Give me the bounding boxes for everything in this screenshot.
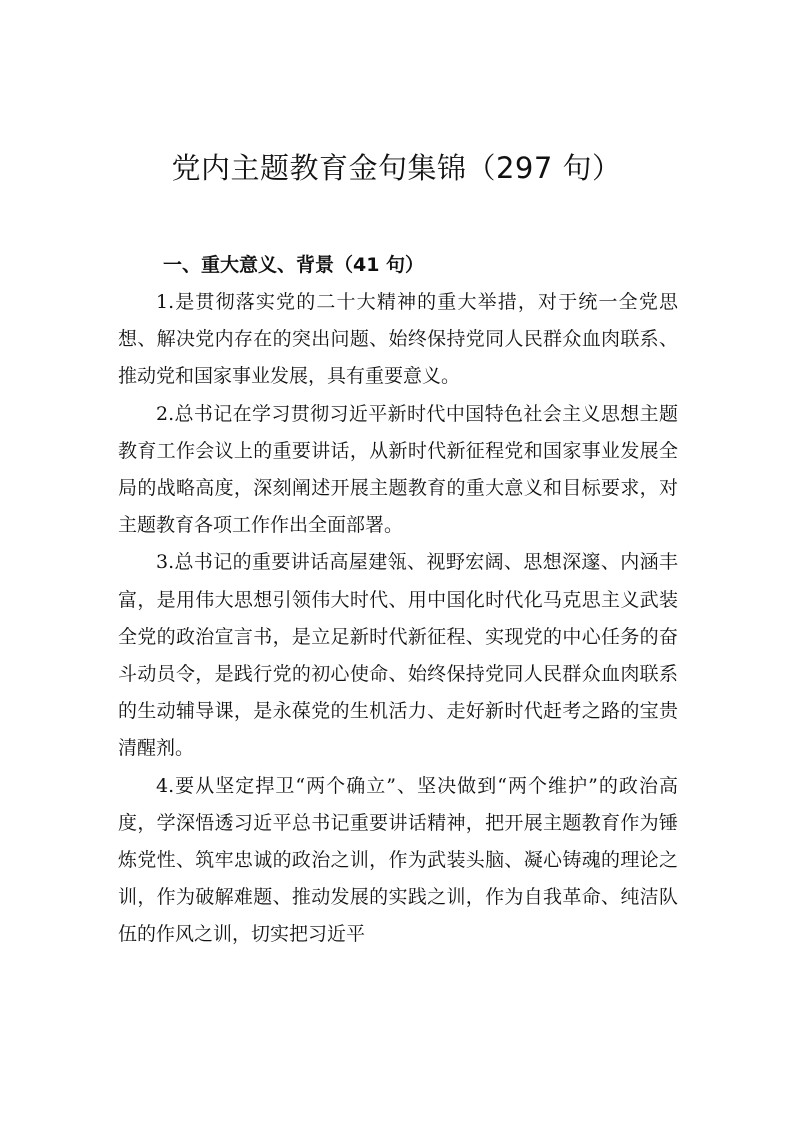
document-body <box>118 284 678 954</box>
section-heading: 一、重大意义、背景（41 句） <box>163 254 425 276</box>
paragraph-2: 2.总书记在学习贯彻习近平新时代中国特色社会主义思想主题教育工作会议上的重要讲话，从新时代新征程党和国家事业发展全局的战略高度，深刻阐述开展主题教育的重大意义和目标要求，对主题教育各项工作作出全面部署。 <box>118 402 678 537</box>
paragraph-3: 3.总书记的重要讲话高屋建瓴、视野宏阔、思想深邃、内涵丰富，是用伟大思想引领伟大时代、用中国化时代化马克思主义武装全党的政治宣言书，是立足新时代新征程、实现党的中心任务的奋斗动员令，是践行党的初心使命、始终保持党同人民群众血肉联系的生动辅导课，是永葆党的生机活力、走好新时代赶考之路的宝贵清醒剂。 <box>118 551 678 760</box>
paragraph-1: 1.是贯彻落实党的二十大精神的重大举措，对于统一全党思想、解决党内存在的突出问题、始终保持党同人民群众血肉联系、推动党和国家事业发展，具有重要意义。 <box>118 291 678 388</box>
document-title: 党内主题教育金句集锦（297 句） <box>171 151 622 185</box>
paragraph-4: 4.要从坚定捍卫“两个确立”、坚决做到“两个维护”的政治高度，学深悟透习近平总书记重要讲话精神，把开展主题教育作为锤炼党性、筑牢忠诚的政治之训，作为武装头脑、凝心铸魂的理论之训，作为破解难题、推动发展的实践之训，作为自我革命、纯洁队伍的作风之训，切实把习近平 <box>118 774 678 946</box>
